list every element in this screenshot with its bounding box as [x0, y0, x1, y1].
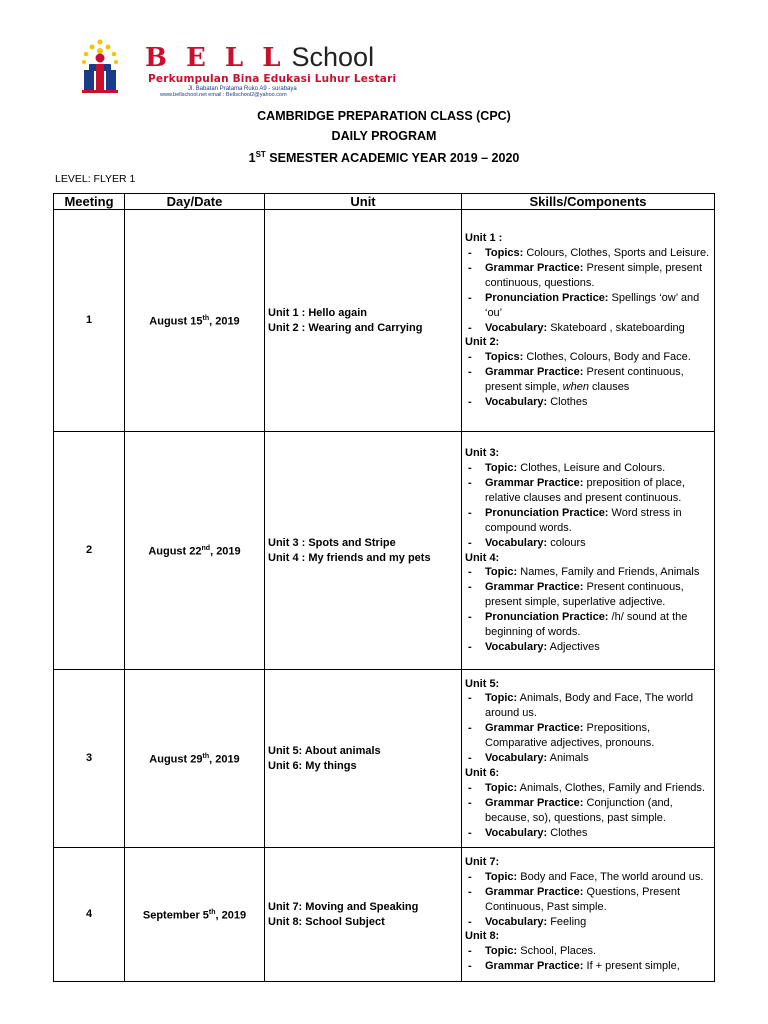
- unit-title: Unit 6: My things: [268, 759, 357, 772]
- logo-tagline: Perkumpulan Bina Edukasi Luhur Lestari: [148, 73, 397, 85]
- skills-list-item: [465, 870, 711, 885]
- skills-unit-heading: Unit 2:: [465, 336, 500, 349]
- date-ordinal: th: [208, 908, 216, 916]
- semester-text: SEMESTER ACADEMIC YEAR 2019 – 2020: [265, 151, 520, 166]
- list-dash: -: [468, 506, 472, 519]
- skills-unit-heading: Unit 8:: [465, 930, 500, 943]
- skills-unit-heading: Unit 7:: [465, 855, 500, 868]
- unit-cell: [265, 210, 462, 432]
- header-date: Day/Date: [125, 194, 265, 210]
- skill-value: Spellings ‘ow’ and ‘ou’: [485, 291, 700, 319]
- list-dash: -: [468, 581, 472, 594]
- skill-value: Adjectives: [547, 640, 600, 653]
- meeting-cell: 4: [54, 848, 125, 982]
- skill-value: Colours, Clothes, Sports and Leisure.: [523, 246, 710, 259]
- skill-value: preposition of place, relative clauses and present continuous.: [485, 476, 685, 504]
- list-dash: -: [468, 366, 472, 379]
- skills-list-item: [465, 751, 711, 766]
- date-year: , 2019: [209, 315, 240, 328]
- skill-value: Animals: [547, 752, 589, 765]
- skills-list-item: [465, 246, 711, 261]
- skill-value: Clothes: [547, 396, 588, 409]
- list-dash: -: [468, 396, 472, 409]
- header-skills: Skills/Components: [462, 194, 715, 210]
- table-row: [54, 210, 715, 432]
- skill-label: Vocabulary:: [485, 752, 548, 765]
- date-year: , 2019: [210, 545, 241, 558]
- skills-list-item: [465, 885, 711, 915]
- skill-value: Prepositions, Comparative adjectives, pronouns.: [485, 722, 655, 750]
- skills-list-item: [465, 506, 711, 536]
- meeting-cell: 1: [54, 210, 125, 432]
- list-dash: -: [468, 870, 472, 883]
- semester-heading: [0, 150, 768, 165]
- skill-value-tail: clauses: [588, 381, 630, 394]
- unit-title: Unit 8: School Subject: [268, 915, 385, 928]
- unit-title: Unit 4 : My friends and my pets: [268, 551, 431, 564]
- skill-value: Present continuous, present simple, superlative adjective.: [485, 581, 684, 609]
- skill-label: Grammar Practice:: [485, 796, 584, 809]
- skill-value: colours: [547, 536, 586, 549]
- schedule-body: [54, 210, 715, 982]
- logo-brand: [145, 42, 374, 73]
- skill-value: Names, Family and Friends, Animals: [517, 566, 700, 579]
- list-dash: -: [468, 261, 472, 274]
- logo-school-text: School: [291, 42, 375, 72]
- skill-value: Feeling: [547, 915, 587, 928]
- list-dash: -: [468, 476, 472, 489]
- skill-value: Clothes, Colours, Body and Face.: [523, 351, 691, 364]
- list-dash: -: [468, 462, 472, 475]
- skills-cell: [462, 432, 715, 670]
- semester-number: 1: [248, 151, 256, 166]
- date-cell: [125, 432, 265, 670]
- skill-value: /h/ sound at the beginning of words.: [485, 611, 688, 639]
- logo-bell-text: B E L L: [145, 43, 286, 73]
- skill-value: Skateboard , skateboarding: [547, 321, 685, 334]
- skills-list-item: [465, 721, 711, 751]
- skill-label: Topic:: [485, 945, 518, 958]
- document-subtitle: DAILY PROGRAM: [331, 129, 437, 143]
- unit-title: Unit 2 : Wearing and Carrying: [268, 321, 423, 334]
- table-row: [54, 432, 715, 670]
- skills-cell: [462, 210, 715, 432]
- skill-label: Topic:: [485, 870, 518, 883]
- skill-label: Grammar Practice:: [485, 722, 584, 735]
- skills-list-item: [465, 395, 711, 410]
- list-dash: -: [468, 781, 472, 794]
- unit-cell: [265, 670, 462, 848]
- logo-address: Jl. Babatan Pratama Ruko A9 - surabaya: [188, 86, 297, 92]
- table-row: [54, 848, 715, 982]
- unit-title: Unit 5: About animals: [268, 744, 381, 757]
- skill-value: If + present simple,: [583, 960, 680, 973]
- skill-label: Vocabulary:: [485, 321, 548, 334]
- list-dash: -: [468, 291, 472, 304]
- unit-title: Unit 7: Moving and Speaking: [268, 900, 419, 913]
- skills-list-item: [465, 580, 711, 610]
- skill-label: Grammar Practice:: [485, 366, 584, 379]
- list-dash: -: [468, 915, 472, 928]
- skills-list-item: [465, 565, 711, 580]
- table-header-row: [54, 194, 715, 210]
- skills-list-item: [465, 476, 711, 506]
- skill-value: Clothes: [547, 826, 588, 839]
- semester-ordinal: ST: [255, 150, 266, 159]
- meeting-cell: 3: [54, 670, 125, 848]
- skill-label: Pronunciation Practice:: [485, 611, 609, 624]
- skill-label: Grammar Practice:: [485, 885, 584, 898]
- skill-label: Topic:: [485, 462, 518, 475]
- skills-list-item: [465, 691, 711, 721]
- skills-list-item: [465, 365, 711, 395]
- date-text: September 5: [142, 909, 209, 922]
- skills-list-item: [465, 640, 711, 655]
- list-dash: -: [468, 566, 472, 579]
- header-unit: Unit: [265, 194, 462, 210]
- list-dash: -: [468, 692, 472, 705]
- skill-label: Vocabulary:: [485, 915, 548, 928]
- date-cell: [125, 670, 265, 848]
- meeting-cell: 2: [54, 432, 125, 670]
- unit-cell: [265, 432, 462, 670]
- skills-list-item: [465, 291, 711, 321]
- skill-label: Topic:: [485, 781, 518, 794]
- date-text: August 29: [149, 753, 203, 766]
- level-label: LEVEL: FLYER 1: [55, 173, 136, 185]
- bell-school-emblem-icon: [80, 38, 140, 96]
- date-year: , 2019: [209, 753, 240, 766]
- date-ordinal: nd: [201, 544, 211, 552]
- list-dash: -: [468, 722, 472, 735]
- skill-value: Body and Face, The world around us.: [517, 870, 704, 883]
- skill-label: Vocabulary:: [485, 640, 548, 653]
- skill-label: Vocabulary:: [485, 396, 548, 409]
- table-row: [54, 670, 715, 848]
- date-cell: [125, 210, 265, 432]
- date-ordinal: th: [202, 752, 210, 760]
- skills-unit-heading: Unit 1 :: [465, 232, 503, 245]
- skill-label: Topics:: [485, 351, 524, 364]
- skill-label: Topic:: [485, 692, 518, 705]
- unit-title: Unit 1 : Hello again: [268, 306, 368, 319]
- skills-list-item: [465, 536, 711, 551]
- list-dash: -: [468, 321, 472, 334]
- list-dash: -: [468, 752, 472, 765]
- skill-label: Vocabulary:: [485, 826, 548, 839]
- skills-cell: [462, 670, 715, 848]
- list-dash: -: [468, 796, 472, 809]
- list-dash: -: [468, 246, 472, 259]
- logo-contact: www.bellschool.net email : Bellschool2@yahoo.com: [160, 92, 287, 98]
- skills-unit-heading: Unit 4:: [465, 551, 500, 564]
- skill-value-emphasis: when: [562, 381, 589, 394]
- date-cell: [125, 848, 265, 982]
- skill-label: Grammar Practice:: [485, 581, 584, 594]
- schedule-table: [53, 193, 715, 982]
- list-dash: -: [468, 945, 472, 958]
- skills-list-item: [465, 261, 711, 291]
- skills-cell: [462, 848, 715, 982]
- skills-list-item: [465, 796, 711, 826]
- skills-list-item: [465, 610, 711, 640]
- header-meeting: Meeting: [54, 194, 125, 210]
- list-dash: -: [468, 826, 472, 839]
- skill-value: Present simple, present continuous, questions.: [485, 261, 703, 289]
- document-title: CAMBRIDGE PREPARATION CLASS (CPC): [257, 109, 511, 123]
- skill-label: Grammar Practice:: [485, 960, 584, 973]
- skills-list-item: [465, 461, 711, 476]
- list-dash: -: [468, 536, 472, 549]
- skills-unit-heading: Unit 5:: [465, 677, 500, 690]
- skill-value: Clothes, Leisure and Colours.: [517, 462, 666, 475]
- skill-label: Grammar Practice:: [485, 261, 584, 274]
- list-dash: -: [468, 640, 472, 653]
- skills-list-item: [465, 350, 711, 365]
- skills-list-item: [465, 944, 711, 959]
- skills-unit-heading: Unit 3:: [465, 447, 500, 460]
- skill-value: Word stress in compound words.: [485, 506, 682, 534]
- skill-value: School, Places.: [517, 945, 597, 958]
- unit-title: Unit 3 : Spots and Stripe: [268, 536, 396, 549]
- skill-label: Pronunciation Practice:: [485, 506, 609, 519]
- date-text: August 22: [148, 545, 202, 558]
- unit-cell: [265, 848, 462, 982]
- skill-value: Present continuous, present simple,: [485, 366, 684, 394]
- date-year: , 2019: [215, 909, 247, 922]
- list-dash: -: [468, 351, 472, 364]
- list-dash: -: [468, 611, 472, 624]
- skills-list-item: [465, 959, 711, 974]
- skills-unit-heading: Unit 6:: [465, 766, 500, 779]
- list-dash: -: [468, 960, 472, 973]
- skills-list-item: [465, 915, 711, 930]
- skills-list-item: [465, 826, 711, 841]
- skill-value: Questions, Present Continuous, Past simple.: [485, 885, 681, 913]
- date-ordinal: th: [202, 314, 210, 322]
- skills-list-item: [465, 321, 711, 336]
- skill-label: Pronunciation Practice:: [485, 291, 609, 304]
- skills-list-item: [465, 781, 711, 796]
- skill-label: Vocabulary:: [485, 536, 548, 549]
- skill-value: Animals, Clothes, Family and Friends.: [517, 781, 705, 794]
- list-dash: -: [468, 885, 472, 898]
- skill-value: Animals, Body and Face, The world around us.: [485, 692, 694, 720]
- date-text: August 15: [149, 315, 203, 328]
- skill-label: Topic:: [485, 566, 518, 579]
- skill-label: Grammar Practice:: [485, 476, 584, 489]
- skill-value: Conjunction (and, because, so), questions, past simple.: [485, 796, 673, 824]
- school-logo: [80, 38, 412, 96]
- skill-label: Topics:: [485, 246, 524, 259]
